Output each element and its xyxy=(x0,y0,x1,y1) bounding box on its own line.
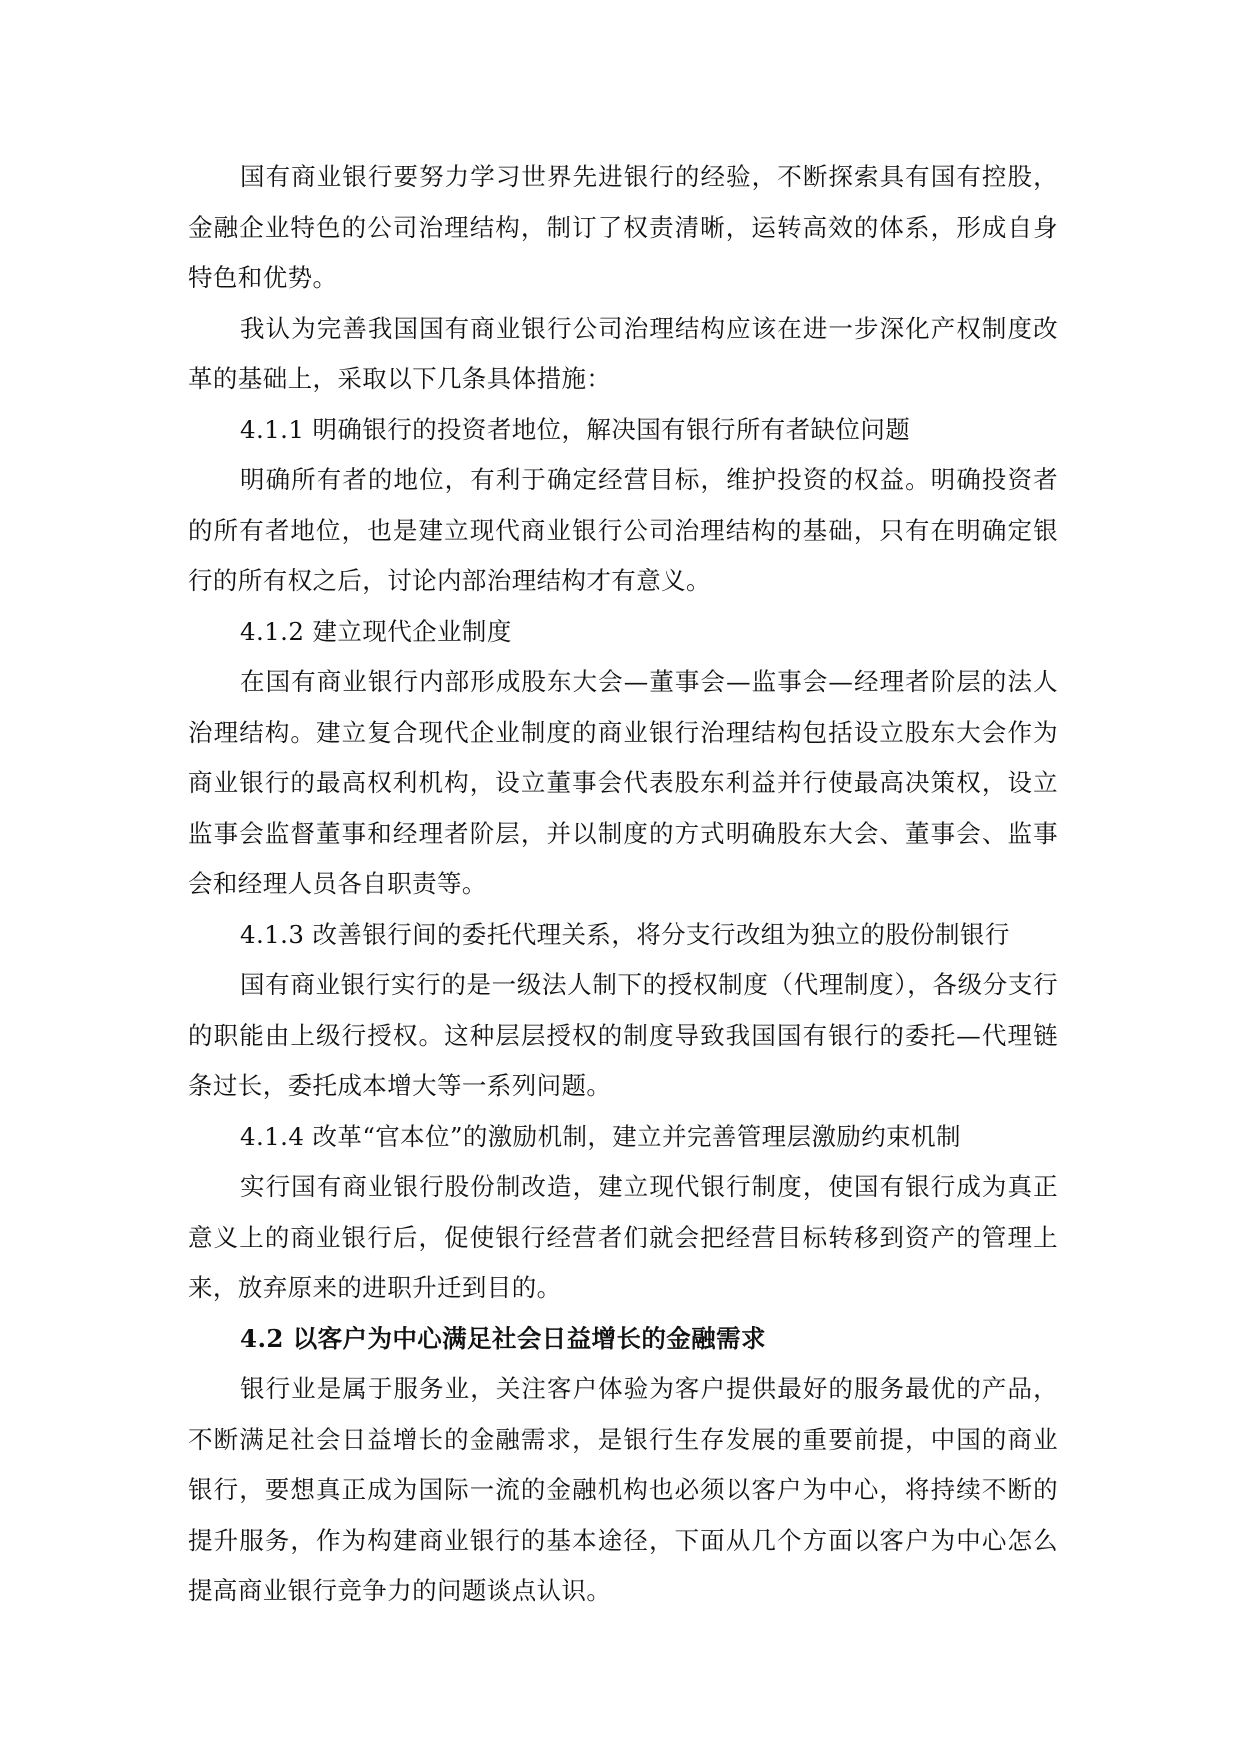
paragraph-intro-2: 我认为完善我国国有商业银行公司治理结构应该在进一步深化产权制度改革的基础上，采取以下几条具体措施： xyxy=(188,313,1058,393)
paragraph-4-1-3: 国有商业银行实行的是一级法人制下的授权制度（代理制度），各级分支行的职能由上级行授权。这种层层授权的制度导致我国国有银行的委托—代理链条过长，委托成本增大等一系列问题。 xyxy=(188,970,1058,1100)
paragraph-4-1-1: 明确所有者的地位，有利于确定经营目标，维护投资的权益。明确投资者的所有者地位，也是建立现代商业银行公司治理结构的基础，只有在明确定银行的所有权之后，讨论内部治理结构才有意义。 xyxy=(188,465,1058,595)
subheading-4-1-3: 4.1.3 改善银行间的委托代理关系，将分支行改组为独立的股份制银行 xyxy=(240,919,1010,949)
subheading-4-1-1: 4.1.1 明确银行的投资者地位，解决国有银行所有者缺位问题 xyxy=(240,414,911,444)
document-body xyxy=(188,152,1058,1617)
paragraph-4-2: 银行业是属于服务业，关注客户体验为客户提供最好的服务最优的产品，不断满足社会日益增长的金融需求，是银行生存发展的重要前提，中国的商业银行，要想真正成为国际一流的金融机构也必须以客户为中心，将持续不断的提升服务，作为构建商业银行的基本途径，下面从几个方面以客户为中心怎么提高商业银行竞争力的问题谈点认识。 xyxy=(188,1374,1058,1605)
subheading-4-1-2: 4.1.2 建立现代企业制度 xyxy=(240,616,512,646)
paragraph-4-1-4: 实行国有商业银行股份制改造，建立现代银行制度，使国有银行成为真正意义上的商业银行后，促使银行经营者们就会把经营目标转移到资产的管理上来，放弃原来的进职升迁到目的。 xyxy=(188,1172,1058,1302)
subheading-4-1-4: 4.1.4 改革“官本位”的激励机制，建立并完善管理层激励约束机制 xyxy=(240,1121,961,1151)
paragraph-4-1-2: 在国有商业银行内部形成股东大会—董事会—监事会—经理者阶层的法人治理结构。建立复合现代企业制度的商业银行治理结构包括设立股东大会作为商业银行的最高权利机构，设立董事会代表股东利益并行使最高决策权，设立监事会监督董事和经理者阶层，并以制度的方式明确股东大会、董事会、监事会和经理人员各自职责等。 xyxy=(188,667,1058,898)
section-heading-4-2: 4.2 以客户为中心满足社会日益增长的金融需求 xyxy=(240,1323,766,1353)
paragraph-intro-1: 国有商业银行要努力学习世界先进银行的经验，不断探索具有国有控股，金融企业特色的公司治理结构，制订了权责清晰，运转高效的体系，形成自身特色和优势。 xyxy=(188,162,1058,292)
